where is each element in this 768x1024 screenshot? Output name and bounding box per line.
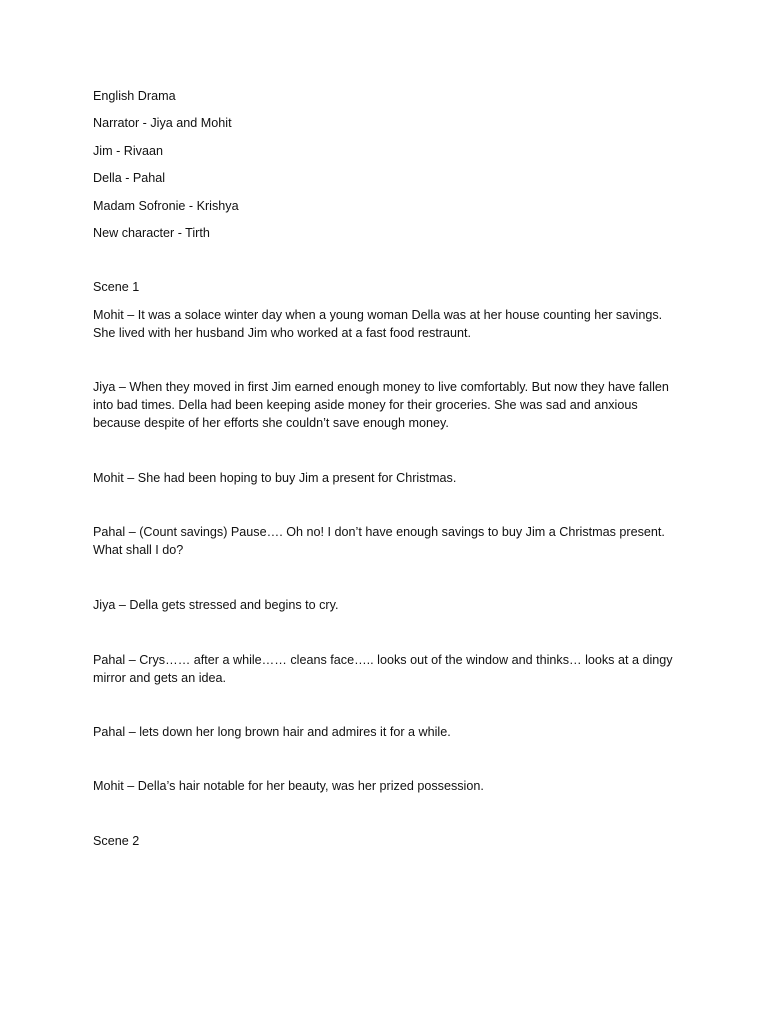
document-title: English Drama xyxy=(93,89,176,103)
cast-line: Narrator - Jiya and Mohit xyxy=(93,116,232,130)
scene-heading: Scene 2 xyxy=(93,834,140,848)
cast-line: Della - Pahal xyxy=(93,171,166,185)
cast-line: Madam Sofronie - Krishya xyxy=(93,199,239,213)
dialogue-line: Mohit – She had been hoping to buy Jim a present for Christmas. xyxy=(93,471,457,485)
dialogue-line: Pahal – (Count savings) Pause…. Oh no! I don’t have enough savings to buy Jim a Christmas present. What shall I do? xyxy=(93,525,665,557)
dialogue-line: Pahal – Crys…… after a while…… cleans face….. looks out of the window and thinks… looks at a dingy mirror and gets an idea. xyxy=(93,653,673,685)
cast-line: Jim - Rivaan xyxy=(93,144,163,158)
dialogue-line: Mohit – Della’s hair notable for her beauty, was her prized possession. xyxy=(93,779,484,793)
cast-line: New character - Tirth xyxy=(93,226,210,240)
dialogue-line: Mohit – It was a solace winter day when a young woman Della was at her house counting her savings. She lived with her husband Jim who worked at a fast food restraunt. xyxy=(93,308,663,340)
dialogue-line: Pahal – lets down her long brown hair and admires it for a while. xyxy=(93,725,451,739)
dialogue-line: Jiya – Della gets stressed and begins to cry. xyxy=(93,598,339,612)
dialogue-line: Jiya – When they moved in first Jim earned enough money to live comfortably. But now they have fallen into bad times. Della had been keeping aside money for their groceries. She was sad and anxious because despite of her efforts she couldn’t save enough money. xyxy=(93,380,669,430)
scene-heading: Scene 1 xyxy=(93,280,140,294)
